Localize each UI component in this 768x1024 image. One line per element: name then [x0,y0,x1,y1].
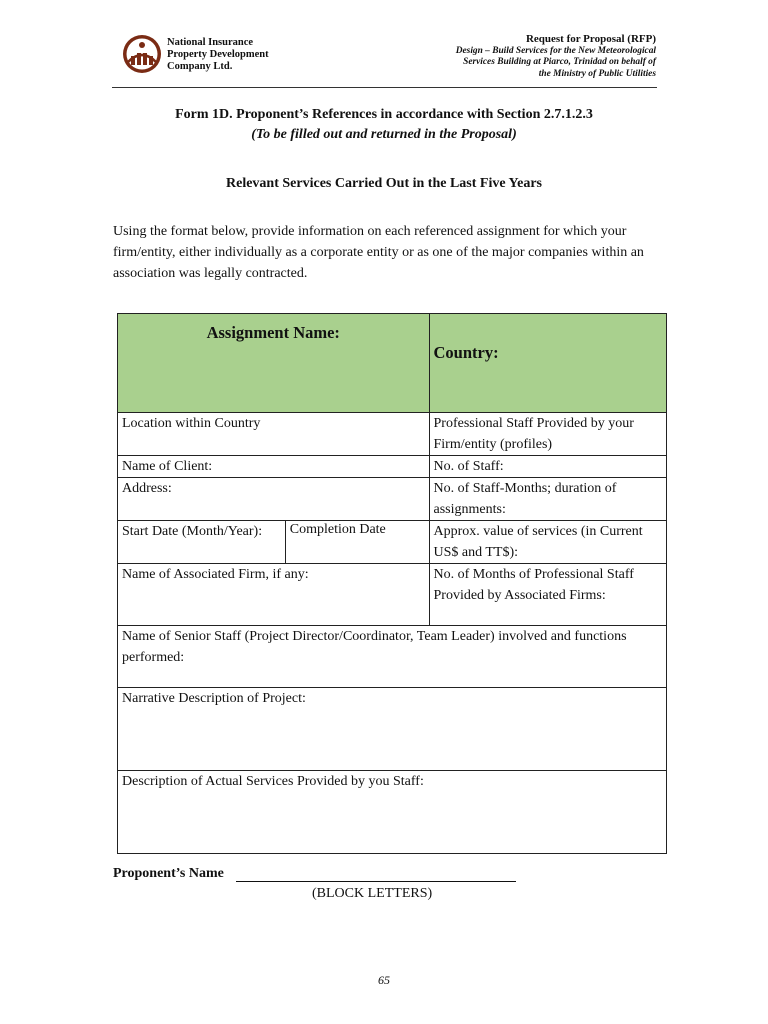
company-logo [122,34,162,74]
org-line: National Insurance [167,37,254,48]
table-row [118,456,667,478]
location-field[interactable]: Location within Country [118,413,430,456]
narrative-description-field[interactable]: Narrative Description of Project: [118,688,667,771]
start-date-field[interactable]: Start Date (Month/Year): [118,521,286,564]
approx-value-field[interactable]: Approx. value of services (in Current US$ and TT$): [429,521,667,564]
rfp-line: Design – Build Services for the New Meteorological [455,46,656,56]
rfp-line: Services Building at Piarco, Trinidad on behalf of [463,57,656,68]
block-letters-note: (BLOCK LETTERS) [312,886,433,901]
org-line: Property Development [167,49,269,60]
organization-name [167,37,269,73]
rfp-line: the Ministry of Public Utilities [538,68,656,79]
table-row [118,564,667,626]
associated-months-field[interactable]: No. of Months of Professional Staff Provided by Associated Firms: [429,564,667,626]
address-field[interactable]: Address: [118,478,430,521]
table-row [118,771,667,854]
table-header-row [118,314,667,413]
form-subtitle: (To be filled out and returned in the Proposal) [251,127,517,142]
table-row [118,521,667,564]
page-number: 65 [378,973,390,987]
references-form-table [117,313,667,854]
number-of-staff-field[interactable]: No. of Staff: [429,456,667,478]
associated-firm-field[interactable]: Name of Associated Firm, if any: [118,564,430,626]
intro-paragraph: Using the format below, provide information on each referenced assignment for which your firm/entity, either individually as a corporate entity or as one of the major companies within an association was legally contracted. [113,224,644,281]
proponent-name-label: Proponent’s Name [113,866,224,881]
senior-staff-field[interactable]: Name of Senior Staff (Project Director/Coordinator, Team Leader) involved and functions performed: [118,626,667,688]
completion-date-field[interactable]: Completion Date [285,521,429,564]
proponent-name-line[interactable] [236,881,516,882]
header-divider [112,87,657,88]
section-title: Relevant Services Carried Out in the Last Five Years [226,176,542,191]
form-title: Form 1D. Proponent’s References in accordance with Section 2.7.1.2.3 [175,107,593,122]
table-row [118,626,667,688]
staff-months-field[interactable]: No. of Staff-Months; duration of assignments: [429,478,667,521]
table-row [118,478,667,521]
table-row [118,688,667,771]
professional-staff-field[interactable]: Professional Staff Provided by your Firm/entity (profiles) [429,413,667,456]
rfp-header [456,33,656,80]
org-line: Company Ltd. [167,61,233,72]
country-field[interactable]: Country: [429,314,667,413]
rfp-title: Request for Proposal (RFP) [525,33,656,45]
table-row [118,413,667,456]
actual-services-field[interactable]: Description of Actual Services Provided by you Staff: [118,771,667,854]
assignment-name-field[interactable]: Assignment Name: [118,314,430,413]
client-name-field[interactable]: Name of Client: [118,456,430,478]
